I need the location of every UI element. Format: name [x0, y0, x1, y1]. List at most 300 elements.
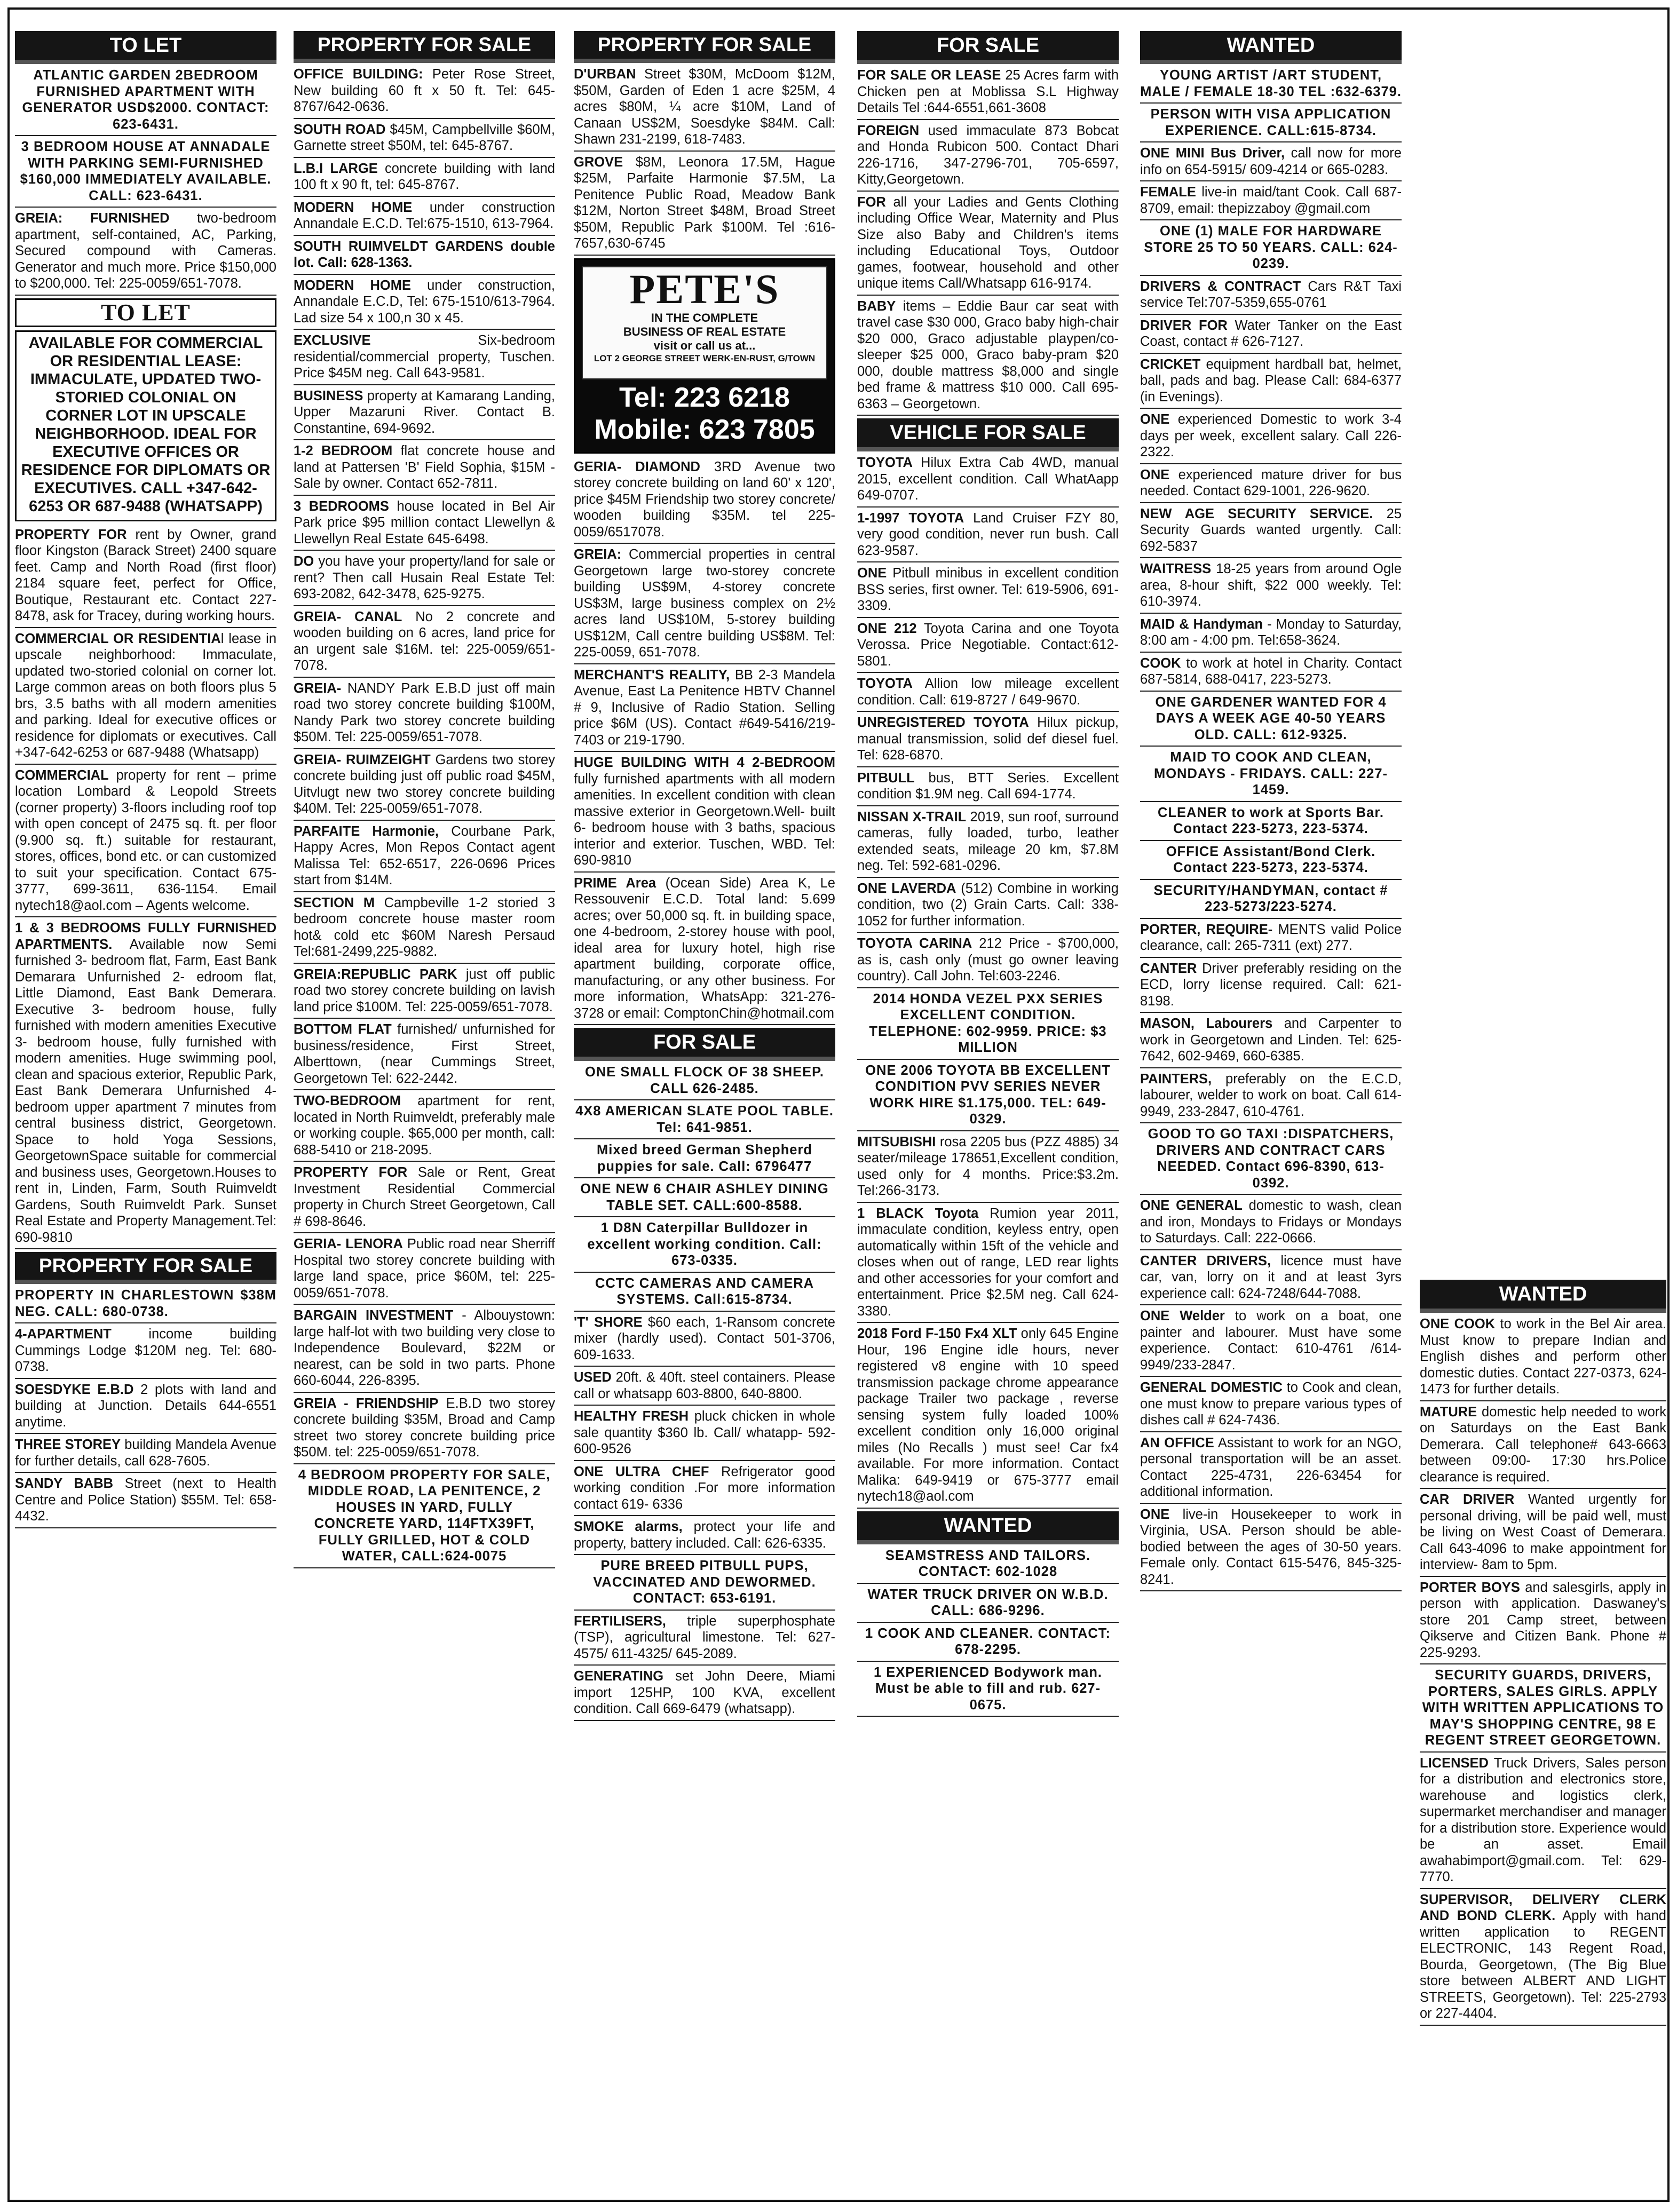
classified-ad: 1 D8N Caterpillar Bulldozer in excellent working condition. Call: 673-0335. — [574, 1220, 835, 1273]
ad-lead: MATURE — [1420, 1404, 1477, 1420]
classified-ad — [294, 161, 555, 197]
petes-logo: PETE'S — [629, 265, 780, 312]
ad-lead: ONE — [1140, 1507, 1170, 1522]
ad-lead: 2018 Ford F-150 Fx4 XLT — [857, 1326, 1017, 1341]
ad-text: Campbeville 1-2 storied 3 bedroom concrete house master room hot& cold etc $60M Naresh Persaud Tel:681-2499,225-9882. — [294, 895, 555, 959]
classified-ad: ONE NEW 6 CHAIR ASHLEY DINING TABLE SET. CALL:600-8588. — [574, 1181, 835, 1217]
classified-ad — [294, 332, 555, 385]
section-header: PROPERTY FOR SALE — [15, 1252, 276, 1284]
classified-ad — [1140, 616, 1402, 653]
ad-text: experienced mature driver for bus needed. Contact 629-1001, 226-9620. — [1140, 467, 1402, 498]
classified-ad — [15, 631, 276, 765]
classified-ad — [1420, 1580, 1666, 1665]
ad-lead: OFFICE BUILDING: — [294, 67, 423, 82]
ad-lead: MODERN HOME — [294, 278, 411, 293]
classified-ad — [15, 527, 276, 628]
ad-lead: MITSUBISHI — [857, 1134, 936, 1149]
classified-ad: OFFICE Assistant/Bond Clerk. Contact 223-5273, 223-5374. — [1140, 844, 1402, 880]
ad-text: Refrigerator good working condition .For more information contact 619- 6336 — [574, 1464, 835, 1512]
ad-text: two-bedroom apartment, self-contained, AC, Parking, Secured compound with Cameras. Generator and much more. Price $150,000 to $200,000. Tel: 225-0059/651-7078. — [15, 211, 276, 291]
ad-lead: HEALTHY FRESH — [574, 1409, 689, 1424]
ad-text: Toyota Carina and one Toyota Verossa. Price Negotiable. Contact:612-5801. — [857, 621, 1119, 669]
classified-ad — [294, 239, 555, 275]
classified-ad — [1140, 506, 1402, 559]
ad-lead: ONE — [1140, 412, 1170, 427]
ad-lead: PAINTERS, — [1140, 1071, 1212, 1087]
classified-ad — [857, 676, 1119, 712]
ad-text: to work in the Bel Air area. Must know to prepare Indian and English dishes and perform other domestic duties. Contact 227-0373, 624-1473 for further details. — [1420, 1317, 1666, 1397]
ad-text: - Monday to Saturday, 8:00 am - 4:00 pm. Tel:658-3624. — [1140, 616, 1402, 648]
ad-lead: SOESDYKE E.B.D — [15, 1382, 134, 1397]
petes-ad-panel — [582, 266, 827, 379]
ad-lead: NISSAN X-TRAIL — [857, 809, 967, 824]
ad-text: 2019, sun roof, surround cameras, fully loaded, turbo, leather extended seats, mileage 20 km, $7.8M neg. Tel: 592-681-0296. — [857, 809, 1119, 873]
ad-text: No 2 concrete and wooden building on 6 acres, land price for an urgent sale $16M. tel: 225-0059/651-7078. — [294, 609, 555, 673]
petes-mobile: Mobile: 623 7805 — [594, 414, 815, 445]
classified-ad — [857, 1206, 1119, 1323]
ad-lead: CANTER DRIVERS, — [1140, 1253, 1271, 1268]
ad-text: Allion low mileage excellent condition. Call: 619-8727 / 649-9670. — [857, 676, 1119, 708]
ad-text: only 645 Engine Hour, 196 Engine idle hours, never registered v8 engine with 10 speed transmission package chrome appearance package Trailer two package , reverse sensing system fully loaded 100% excellent condition only 16,000 original miles (No Recalls ) must see! Car fx4 available. For more information. Contact Malika: 649-9419 or 675-3777 email nytech18@aol.com — [857, 1326, 1119, 1504]
ad-text: live-in maid/tant Cook. Call 687-8709, email: thepizzaboy @gmail.com — [1140, 185, 1402, 216]
classified-ad: WATER TRUCK DRIVER ON W.B.D. CALL: 686-9296. — [857, 1587, 1119, 1623]
ad-text: property for rent – prime location Lombard & Leopold Streets (corner property) 3-floors including roof top with open concept of 2475 sq. ft. per floor (9.900 sq. ft.) suitable for restaurant, stores, offices, bond etc. or can customized to suit your specification. Contact 675-3777, 699-3611, 636-1154. Email nytech18@aol.com – Agents welcome. — [15, 767, 276, 913]
classified-ad — [1140, 1308, 1402, 1377]
ad-lead: ONE Welder — [1140, 1309, 1225, 1323]
ad-text: all your Ladies and Gents Clothing including Office Wear, Maternity and Plus Size also Baby and Children's items including Educational Toys, Outdoor games, footwear, household and other unique items Call/Whatsapp 616-9174. — [857, 194, 1119, 291]
classified-ad — [15, 210, 276, 296]
classified-ad — [574, 755, 835, 873]
ad-lead: SECTION M — [294, 895, 375, 910]
ad-lead: HUGE BUILDING WITH 4 2-BEDROOM — [574, 755, 835, 770]
classified-ad — [574, 1369, 835, 1406]
ad-text: rent by Owner, grand floor Kingston (Barack Street) 2400 square feet. Camp and North Road (first floor) 2184 square feet, perfect for Office, Boutique, Restaurant etc. Contact 227-8478, ask for Tracey, during working hours. — [15, 527, 276, 623]
ad-lead: GREIA - FRIENDSHIP — [294, 1396, 439, 1411]
classified-ad — [574, 459, 835, 544]
classified-ad — [857, 770, 1119, 806]
classified-ad — [1420, 1316, 1666, 1401]
ad-text: Street $30M, McDoom $12M, $50M, Garden of Eden 1 acre $25M, 4 acres $80M, ¼ acre $10M, Land of Canaan US$2M, Soesdyke $84M. Call: Shawn 231-2199, 618-7483. — [574, 67, 835, 147]
ad-lead: NEW AGE SECURITY SERVICE. — [1140, 506, 1373, 521]
ad-lead: PITBULL — [857, 770, 915, 786]
petes-tel: Tel: 223 6218 — [619, 382, 790, 413]
ad-lead: PROPERTY FOR — [294, 1165, 408, 1180]
ad-text: Hilux Extra Cab 4WD, manual 2015, excellent condition. Call WhatAapp 649-0707. — [857, 455, 1119, 503]
classified-ad — [294, 1164, 555, 1233]
ad-lead: ONE 212 — [857, 621, 917, 636]
classified-ad: ONE (1) MALE FOR HARDWARE STORE 25 TO 50 YEARS. CALL: 624-0239. — [1140, 223, 1402, 276]
classified-ad — [1140, 1071, 1402, 1124]
petes-tagline-3: visit or call us at... — [653, 338, 756, 352]
ad-text: fully furnished apartments with all modern amenities. In excellent condition with clean massive exterior in Georgetown.Well- built 6- bedroom house with 3 baths, spacious interior and exterior. Tuschen, WBD. Tel: 690-9810 — [574, 771, 835, 868]
classified-ad: PROPERTY IN CHARLESTOWN $38M NEG. CALL: 680-0738. — [15, 1287, 276, 1323]
classified-ad — [15, 1326, 276, 1379]
ad-text: $45M, Campbellville $60M, Garnette street $50M, tel: 645-8767. — [294, 122, 555, 153]
classified-ad — [1140, 184, 1402, 220]
ad-text: building Mandela Avenue for further details, call 628-7605. — [15, 1437, 276, 1469]
classified-ad: 3 BEDROOM HOUSE AT ANNADALE WITH PARKING SEMI-FURNISHED $160,000 IMMEDIATELY AVAILABLE. CALL: 623-6431. — [15, 139, 276, 208]
classified-ad — [1140, 1198, 1402, 1250]
ad-text: l lease in upscale neighborhood: Immaculate, updated two-storied colonial on corner lot. Large common areas on both floors plus 5 brs, 3.5 baths with all modern amenities and parking. Ideal for executive offices or residence for diplomats or executives. Call +347-642-6253 or 687-9488 (Whatsapp) — [15, 631, 276, 760]
ad-lead: GERIA- DIAMOND — [574, 459, 700, 474]
ad-lead: DRIVERS & CONTRACT — [1140, 279, 1301, 294]
ad-text: bus, BTT Series. Excellent condition $1.9M neg. Call 694-1774. — [857, 770, 1119, 802]
ad-lead: ONE LAVERDA — [857, 881, 956, 896]
column-2 — [294, 31, 555, 1571]
classified-ad — [1140, 1507, 1402, 1592]
ad-text: - Albouystown: large half-lot with two building very close to Independence Boulevard, $22M or nearest, can be sold in two parts. Phone 660-6044, 226-8395. — [294, 1308, 555, 1388]
classified-ad — [294, 966, 555, 1019]
ad-text: equipment hardball bat, helmet, ball, pads and bag. Please Call: 684-6377 (in Evenings). — [1140, 356, 1402, 405]
classified-ad — [294, 66, 555, 119]
ad-lead: PORTER, REQUIRE- — [1140, 922, 1273, 937]
classified-ad — [15, 1382, 276, 1434]
ad-lead: USED — [574, 1370, 612, 1385]
ad-lead: D'URBAN — [574, 67, 636, 82]
classified-ad — [15, 1476, 276, 1528]
classified-ad — [574, 1314, 835, 1367]
ad-text: 25 Acres farm with Chicken pen at Moblissa S.L Highway Details Tel :644-6551,661-3608 — [857, 68, 1119, 115]
section-header: PROPERTY FOR SALE — [574, 31, 835, 63]
classified-ad: ONE 2006 TOYOTA BB EXCELLENT CONDITION PVV SERIES NEVER WORK HIRE $1.175,000. TEL: 649-0329. — [857, 1063, 1119, 1131]
ad-text: Public road near Sherriff Hospital two storey concrete building with large land space, price $60M, tel: 225-0059/651-7078. — [294, 1236, 555, 1301]
classified-ad — [294, 498, 555, 551]
ad-lead: MODERN HOME — [294, 200, 413, 215]
ad-text: 18-25 years from around Ogle area, 8-hour shift, $22 000 weekly. Tel: 610-3974. — [1140, 561, 1402, 609]
ad-text: 25 Security Guards wanted urgently. Call: 692-5837 — [1140, 506, 1402, 554]
classified-ad — [294, 1093, 555, 1162]
classified-ad — [1140, 1379, 1402, 1432]
classified-ad — [294, 1236, 555, 1305]
ad-lead: GENERAL DOMESTIC — [1140, 1380, 1283, 1395]
ad-text: preferably on the E.C.D, labourer, welder to work on boat. Call 614-9949, 233-2847, 610-4761. — [1140, 1071, 1402, 1119]
ad-text: just off public road two storey concrete building on lavish land price $100M. Tel: 225-0059/651-7078. — [294, 966, 555, 1014]
classified-ad — [574, 1519, 835, 1555]
ad-lead: FOR SALE OR LEASE — [857, 68, 1001, 83]
ad-text: pluck chicken in whole sale quantity $360 lb. Call/ whatapp- 592-600-9526 — [574, 1409, 835, 1456]
ad-text: Street (next to Health Centre and Police Station) $55M. Tel: 658-4432. — [15, 1476, 276, 1524]
ad-lead: TWO-BEDROOM — [294, 1093, 401, 1108]
classified-ad: YOUNG ARTIST /ART STUDENT, MALE / FEMALE 18-30 TEL :632-6379. — [1140, 67, 1402, 104]
ad-lead: SANDY BABB — [15, 1476, 114, 1491]
ad-lead: PARFAITE Harmonie, — [294, 823, 439, 839]
classified-ad — [574, 1408, 835, 1461]
petes-tagline-2: BUSINESS OF REAL ESTATE — [623, 324, 786, 338]
ad-lead: 1 & 3 BEDROOMS FULLY FURNISHED APARTMENTS. — [15, 921, 276, 952]
classified-ad — [574, 66, 835, 152]
classified-ad — [857, 621, 1119, 673]
section-header: FOR SALE — [857, 31, 1119, 64]
ad-text: 3RD Avenue two storey concrete building on land 60' x 120', price $45M Friendship two storey concrete/ wooden building $35M. tel 225-0059/6517078. — [574, 459, 835, 540]
ad-text: call now for more info on 654-5915/ 609-4214 or 665-0283. — [1140, 146, 1402, 177]
classified-ad — [15, 920, 276, 1249]
classified-ad: PURE BREED PITBULL PUPS, VACCINATED AND DEWORMED. CONTACT: 653-6191. — [574, 1558, 835, 1611]
ad-lead: UNREGISTERED TOYOTA — [857, 715, 1029, 730]
classified-ad — [1140, 1435, 1402, 1504]
ad-text: protect your life and property, battery included. Call: 626-6335. — [574, 1519, 835, 1551]
ad-text: 20ft. & 40ft. steel containers. Please call or whatsapp 603-8800, 640-8800. — [574, 1370, 835, 1401]
section-header: PROPERTY FOR SALE — [294, 31, 555, 63]
ad-lead: FOR — [857, 194, 886, 210]
ad-lead: GERIA- LENORA — [294, 1236, 403, 1251]
ad-text: to work on a boat, one painter and labourer. Must have some experience. Contact: 610-4761 /614-9949/233-2847. — [1140, 1309, 1402, 1373]
ad-lead: EXCLUSIVE — [294, 333, 371, 348]
ad-lead: GREIA- CANAL — [294, 609, 402, 624]
classified-ad — [294, 1307, 555, 1393]
classified-ad: SEAMSTRESS AND TAILORS. CONTACT: 602-1028 — [857, 1548, 1119, 1584]
ad-text: and Carpenter to work in Georgetown and Linden. Tel: 625-7642, 602-9469, 660-6385. — [1140, 1016, 1402, 1064]
ad-lead: COMMERCIAL — [15, 767, 109, 783]
ad-lead: GENERATING — [574, 1669, 664, 1684]
ad-lead: AN OFFICE — [1140, 1435, 1214, 1450]
ad-text: domestic to wash, clean and iron, Mondays to Fridays or Mondays to Saturdays. Call: 222-0666. — [1140, 1198, 1402, 1246]
column-4 — [857, 31, 1119, 1719]
classified-ad — [1140, 1253, 1402, 1306]
ad-lead: TOYOTA — [857, 455, 913, 470]
ad-text: Water Tanker on the East Coast, contact # 626-7127. — [1140, 318, 1402, 349]
ad-lead: GREIA: FURNISHED — [15, 211, 170, 226]
column-1 — [15, 31, 276, 1531]
ad-lead: TOYOTA CARINA — [857, 936, 972, 951]
ad-lead: DRIVER FOR — [1140, 318, 1228, 333]
ad-lead: 'T' SHORE — [574, 1314, 643, 1330]
classified-ad: GOOD TO GO TAXI :DISPATCHERS, DRIVERS AND CONTRACT CARS NEEDED. Contact 696-8390, 613-0392. — [1140, 1126, 1402, 1195]
ad-lead: 4-APARTMENT — [15, 1327, 112, 1342]
ad-lead: GROVE — [574, 154, 623, 170]
ad-lead: FERTILISERS, — [574, 1613, 666, 1629]
ad-text: triple superphosphate (TSP), agricultural limestone. Tel: 627-4575/ 611-4325/ 645-2089. — [574, 1613, 835, 1661]
ad-lead: CANTER — [1140, 961, 1197, 976]
petes-tagline-1: IN THE COMPLETE — [651, 311, 758, 324]
ad-lead: BABY — [857, 298, 896, 314]
ad-text: Cars R&T Taxi service Tel:707-5359,655-0761 — [1140, 279, 1402, 310]
classified-ad — [857, 565, 1119, 618]
classified-ad: PERSON WITH VISA APPLICATION EXPERIENCE. CALL:615-8734. — [1140, 106, 1402, 142]
column-5 — [1140, 31, 1402, 1594]
ad-text: Assistant to work for an NGO, personal transportation will be an asset. Contact 225-4731, 226-63454 for additional information. — [1140, 1435, 1402, 1499]
boxed-ad: AVAILABLE FOR COMMERCIAL OR RESIDENTIAL LEASE: IMMACULATE, UPDATED TWO-STORIED COLONIAL ON CORNER LOT IN UPSCALE NEIGHBORHOOD. IDEAL FOR EXECUTIVE OFFICES OR RESIDENCE FOR DIPLOMATS OR EXECUTIVES. CALL +347-642-6253 OR 687-9488 (WHATSAPP) — [15, 330, 276, 521]
ad-lead: SOUTH ROAD — [294, 122, 386, 137]
ad-text: (512) Combine in working condition, two (2) Grain Carts. Call: 338-1052 for further information. — [857, 881, 1119, 929]
classified-ad — [15, 1437, 276, 1473]
classified-ad — [1140, 145, 1402, 181]
classified-ad — [294, 200, 555, 236]
ad-text: NANDY Park E.B.D just off main road two storey concrete building $100M, Nandy Park two storey concrete building $50M. Tel: 225-0059/651-7078. — [294, 680, 555, 744]
ad-text: $8M, Leonora 17.5M, Hague $25M, Parfaite Harmonie $7.5M, La Penitence Public Road, Meadow Bank $12M, Norton Street $48M, Broad Street $50M, Republic Park $100M. Tel :616-7657,630-6745 — [574, 154, 835, 251]
ad-lead: TOYOTA — [857, 676, 913, 691]
ad-text: concrete building with land 100 ft x 90 ft, tel: 645-8767. — [294, 161, 555, 192]
classified-ad — [294, 443, 555, 496]
ad-text: to work at hotel in Charity. Contact 687-5814, 688-0417, 223-5273. — [1140, 655, 1402, 687]
classified-ad: SECURITY/HANDYMAN, contact # 223-5273/223-5274. — [1140, 883, 1402, 919]
classified-ad: 1 EXPERIENCED Bodywork man. Must be able to fill and rub. 627-0675. — [857, 1664, 1119, 1717]
classified-ad — [574, 546, 835, 664]
ad-text: experienced Domestic to work 3-4 days per week, excellent salary. Call 226-2322. — [1140, 412, 1402, 459]
ad-text: MENTS valid Police clearance, call: 265-7311 (ext) 277. — [1140, 922, 1402, 953]
ad-text: domestic help needed to work on Saturdays on the East Bank Demerara. Call telephone# 643-6663 between 09:00- 17:30 hrs.Police clearance is required. — [1420, 1404, 1666, 1485]
ad-lead: MASON, Labourers — [1140, 1016, 1273, 1031]
classified-ad: ONE GARDENER WANTED FOR 4 DAYS A WEEK AGE 40-50 YEARS OLD. CALL: 612-9325. — [1140, 694, 1402, 747]
ad-lead: DO — [294, 554, 314, 569]
classified-ad — [1140, 961, 1402, 1013]
ad-lead: ONE — [857, 566, 887, 581]
ad-text: you have your property/land for sale or rent? Then call Husain Real Estate Tel: 693-2082, 642-3478, 625-9275. — [294, 554, 555, 601]
ad-lead: GREIA- RUIMZEIGHT — [294, 752, 431, 767]
ad-text: furnished/ unfurnished for business/residence, First Street, Alberttown, (near Cummings Street, Georgetown Tel: 622-2442. — [294, 1022, 555, 1086]
ad-lead: 1 BLACK Toyota — [857, 1206, 979, 1221]
classified-ad — [574, 875, 835, 1026]
ad-lead: PRIME Area — [574, 875, 656, 891]
classified-ad — [1420, 1492, 1666, 1577]
ad-text: used immaculate 873 Bobcat and Honda Rubicon 500. Contact Dhari 226-1716, 347-2796-701, 705-6597, Kitty,Georgetown. — [857, 123, 1119, 187]
classified-ad — [294, 752, 555, 821]
ad-text: Land Cruiser FZY 80, very good condition, never run bush. Call 623-9587. — [857, 510, 1119, 558]
ad-lead: 1-1997 TOYOTA — [857, 510, 964, 526]
ad-text: flat concrete house and land at Pattersen 'B' Field Sophia, $15M - Sale by owner. Contact 652-7811. — [294, 443, 555, 491]
classified-ad — [294, 1021, 555, 1090]
classified-ad — [15, 767, 276, 918]
classified-ad: SECURITY GUARDS, DRIVERS, PORTERS, SALES GIRLS. APPLY WITH WRITTEN APPLICATIONS TO MAY'S SHOPPING CENTRE, 98 E REGENT STREET GEORGETOWN. — [1420, 1667, 1666, 1753]
ad-lead: ONE GENERAL — [1140, 1198, 1243, 1213]
classifieds-page — [7, 7, 1670, 2202]
classified-ad — [1140, 467, 1402, 503]
ad-text: Hilux pickup, manual transmission, solid def diesel fuel. Tel: 628-6870. — [857, 715, 1119, 763]
ad-text: apartment for rent, located in North Ruimveldt, preferably male or working couple. $65,000 per month, call: 688-5410 or 218-2095. — [294, 1093, 555, 1157]
ad-text: 2 plots with land and building at Junction. Details 644-6551 anytime. — [15, 1382, 276, 1430]
classified-ad: 1 COOK AND CLEANER. CONTACT: 678-2295. — [857, 1626, 1119, 1662]
ad-lead: GREIA- — [294, 680, 342, 696]
classified-ad: Mixed breed German Shepherd puppies for sale. Call: 6796477 — [574, 1142, 835, 1178]
classified-ad — [1140, 655, 1402, 692]
classified-ad: 2014 HONDA VEZEL PXX SERIES EXCELLENT CONDITION. TELEPHONE: 602-9959. PRICE: $3 MILLION — [857, 991, 1119, 1060]
classified-ad — [574, 154, 835, 256]
classified-ad — [857, 67, 1119, 120]
ad-lead: MAID & Handyman — [1140, 616, 1263, 632]
ad-text: Pitbull minibus in excellent condition BSS series, first owner. Tel: 619-5906, 691-3309. — [857, 566, 1119, 613]
ad-text: (Ocean Side) Area K, Le Ressouvenir E.C.D. Total land: 5.699 acres; over 50,000 sq. ft. in building space, one 4-bedroom, 2-storey house with pool, ideal area for luxury hotel, high rise apartment building, corporate office, manufacturing, or any other business. For more information, WhatsApp: 321-276-3728 or email: ComptonChin@hotmail.com — [574, 875, 835, 1021]
classified-ad — [857, 194, 1119, 296]
section-header: WANTED — [857, 1511, 1119, 1544]
classified-ad: ATLANTIC GARDEN 2BEDROOM FURNISHED APARTMENT WITH GENERATOR USD$2000. CONTACT: 623-6431. — [15, 67, 276, 136]
ad-text: $60 each, 1-Ransom concrete mixer (hardly used). Contact 501-3706, 609-1633. — [574, 1314, 835, 1362]
section-header: TO LET — [15, 31, 276, 64]
classified-ad — [294, 388, 555, 441]
classified-ad — [574, 1668, 835, 1721]
ad-lead: GREIA: — [574, 547, 622, 562]
classified-ad — [857, 881, 1119, 933]
ad-text: Courbane Park, Happy Acres, Mon Repos Contact agent Malissa Tel: 652-6517, 226-0696 Prices start from $14M. — [294, 823, 555, 887]
ad-text: licence must have car, van, lorry on it and at least 3yrs experience call: 624-7248/644-7088. — [1140, 1253, 1402, 1301]
ad-lead: COMMERCIAL OR RESIDENTIA — [15, 631, 221, 646]
classified-ad — [857, 1326, 1119, 1509]
ad-text: Driver preferably residing on the ECD, lorry license required. Call: 621-8198. — [1140, 961, 1402, 1009]
classified-ad — [857, 809, 1119, 878]
ad-text: live-in Housekeeper to work in Virginia, USA. Person should be able-bodied between the ages of 30-50 years. Female only. Contact 615-5476, 845-325-8241. — [1140, 1507, 1402, 1587]
ad-lead: PROPERTY FOR — [15, 527, 127, 542]
classified-ad — [1140, 411, 1402, 464]
ad-text: Sale or Rent, Great Investment Residential Commercial property in Church Street Georgetown, Call # 698-8646. — [294, 1165, 555, 1229]
ad-text: and salesgirls, apply in person with application. Daswaney's store 201 Camp street, between Qikserve and Citizen Bank. Phone # 225-9293. — [1420, 1580, 1666, 1660]
ad-lead: COOK — [1140, 655, 1181, 671]
classified-ad — [857, 455, 1119, 508]
ad-lead: GREIA:REPUBLIC PARK — [294, 966, 457, 982]
section-header: WANTED — [1420, 1280, 1666, 1313]
classified-ad — [1140, 356, 1402, 409]
ad-text: 212 Price - $700,000, as is, cash only (must go owner leaving country). Call John. Tel:603-2246. — [857, 936, 1119, 984]
ad-lead: WAITRESS — [1140, 561, 1212, 576]
ad-lead: BOTTOM FLAT — [294, 1022, 392, 1037]
ad-lead: SMOKE alarms, — [574, 1519, 683, 1534]
ad-lead: MERCHANT'S REALITY, — [574, 667, 730, 683]
classified-ad — [294, 680, 555, 749]
ad-text: Wanted urgently for personal driving, will be paid well, must be living on West Coast of Demerara. Call 643-4096 to make appointment for interview- 8am to 5pm. — [1420, 1492, 1666, 1572]
classified-ad — [1140, 318, 1402, 354]
classified-ad — [294, 1396, 555, 1464]
classified-ad — [857, 935, 1119, 988]
classified-ad: ONE SMALL FLOCK OF 38 SHEEP. CALL 626-2485. — [574, 1064, 835, 1100]
ad-lead: FOREIGN — [857, 123, 920, 138]
ad-lead: 3 BEDROOMS — [294, 498, 389, 514]
column-3 — [574, 31, 835, 1724]
classified-ad — [294, 609, 555, 678]
classified-ad — [1140, 561, 1402, 614]
classified-ad — [1140, 279, 1402, 315]
section-header: WANTED — [1140, 31, 1402, 64]
classified-ad — [294, 895, 555, 964]
column-6 — [1420, 1280, 1666, 2028]
ad-lead: ONE MINI Bus Driver, — [1140, 146, 1285, 161]
classified-ad — [574, 1464, 835, 1517]
ad-text: under construction Annandale E.C.D. Tel:675-1510, 613-7964. — [294, 200, 555, 231]
classified-ad: 4 BEDROOM PROPERTY FOR SALE, MIDDLE ROAD, LA PENITENCE, 2 HOUSES IN YARD, FULLY CONCRETE YARD, 114FTX39FT, FULLY GRILLED, HOT & COLD WATER, CALL:624-0075 — [294, 1467, 555, 1568]
ad-text: Truck Drivers, Sales person for a distribution and electronics store, warehouse and logistics clerk, supermarket merchandiser and manager for a distribution store. Experience would be an asset. Email awahabimport@gmail.com. Tel: 629-7770. — [1420, 1755, 1666, 1884]
classified-ad — [1140, 1016, 1402, 1068]
classified-ad — [294, 278, 555, 330]
ad-text: property at Kamarang Landing, Upper Mazaruni River. Contact B. Constantine, 694-9692. — [294, 388, 555, 436]
ad-text: income building Cummings Lodge $120M neg. Tel: 680-0738. — [15, 1327, 276, 1374]
ad-text: under construction, Annandale E.C.D, Tel: 675-1510/613-7964. Lad size 54 x 100,n 30 x 45. — [294, 278, 555, 326]
ad-text: BB 2-3 Mandela Avenue, East La Penitence HBTV Channel # 9, Inclusive of Radio Station. Selling price $6M (US). Contact #649-5416/219-7403 or 219-1790. — [574, 667, 835, 748]
ad-lead: CRICKET — [1140, 356, 1201, 372]
classified-ad — [857, 715, 1119, 767]
ad-lead: BUSINESS — [294, 388, 363, 403]
petes-real-estate-ad — [574, 258, 835, 454]
ad-text: to Cook and clean, one must know to prepare various types of dishes call # 624-7436. — [1140, 1380, 1402, 1428]
ad-lead: SOUTH RUIMVELDT GARDENS double lot. Call: 628-1363. — [294, 239, 555, 270]
ad-lead: ONE — [1140, 467, 1170, 482]
ad-text: items – Eddie Baur car seat with travel case $30 000, Graco baby high-chair $20 000, Graco adjustable playpen/co-sleeper $25 000, Graco baby-pram $20 000, double mattress $8,000 and single bed frame & mattress $10 000. Call 695-6363 – Georgetown. — [857, 298, 1119, 411]
ad-text: Peter Rose Street, New building 60 ft x 50 ft. Tel: 645-8767/642-0636. — [294, 67, 555, 114]
classified-ad — [857, 1134, 1119, 1203]
ad-lead: 1-2 BEDROOM — [294, 443, 393, 458]
classified-ad — [294, 122, 555, 158]
ad-text: E.B.D two storey concrete building $35M, Broad and Camp street two storey concrete building price $50M. tel: 225-0059/651-7078. — [294, 1396, 555, 1460]
ad-text: Available now Semi furnished 3- bedroom flat, Farm, East Bank Demarara Unfurnished 2- edroom flat, Little Diamond, East Bank Demerara. Executive 3- bedroom house, fully furnished with modern amenities Executive 3- bedroom house, fully furnished with modern amenities. Huge swimming pool, clean and spacious exterior, Republic Park, East Bank Demerara Unfurnished 4- bedroom upper apartment 7 minutes from central business district, Georgetown. Space to hold Yoga Sessions, GeorgetownSpace suitable for commercial and business uses, Georgetown.Houses to rent in, Linden, Farm, South Ruimveldt Gardens, South Ruimveldt Park. Sunset Real Estate and Property Management.Tel: 690-9810 — [15, 937, 276, 1245]
ad-text: Rumion year 2011, immaculate condition, keyless entry, open automatically within 15ft of the vehicle and closes when out of range, LED rear lights and other accessories for your comfort and entertainment. Price $2.5M neg. Call 624-3380. — [857, 1206, 1119, 1319]
ad-lead: BARGAIN INVESTMENT — [294, 1308, 454, 1323]
classified-ad — [1420, 1404, 1666, 1489]
classified-ad — [1420, 1755, 1666, 1889]
ad-text: Apply with hand written application to REGENT ELECTRONIC, 143 Regent Road, Bourda, Georgetown, (The Big Blue store between ALBERT AND LIGHT STREETS, Georgetown). Tel: 225-2793 or 227-4404. — [1420, 1908, 1666, 2021]
classified-ad — [574, 1613, 835, 1666]
classified-ad — [857, 123, 1119, 192]
ad-text: rosa 2205 bus (PZZ 4885) 34 seater/mileage 178651,Excellent condition, used only for 4 months. Price:$3.2m. Tel:266-3173. — [857, 1134, 1119, 1198]
ad-lead: L.B.I LARGE — [294, 161, 378, 176]
ad-lead: LICENSED — [1420, 1755, 1489, 1771]
petes-phone-numbers — [575, 382, 834, 446]
ad-lead: FEMALE — [1140, 185, 1196, 200]
classified-ad: CLEANER to work at Sports Bar. Contact 223-5273, 223-5374. — [1140, 805, 1402, 841]
